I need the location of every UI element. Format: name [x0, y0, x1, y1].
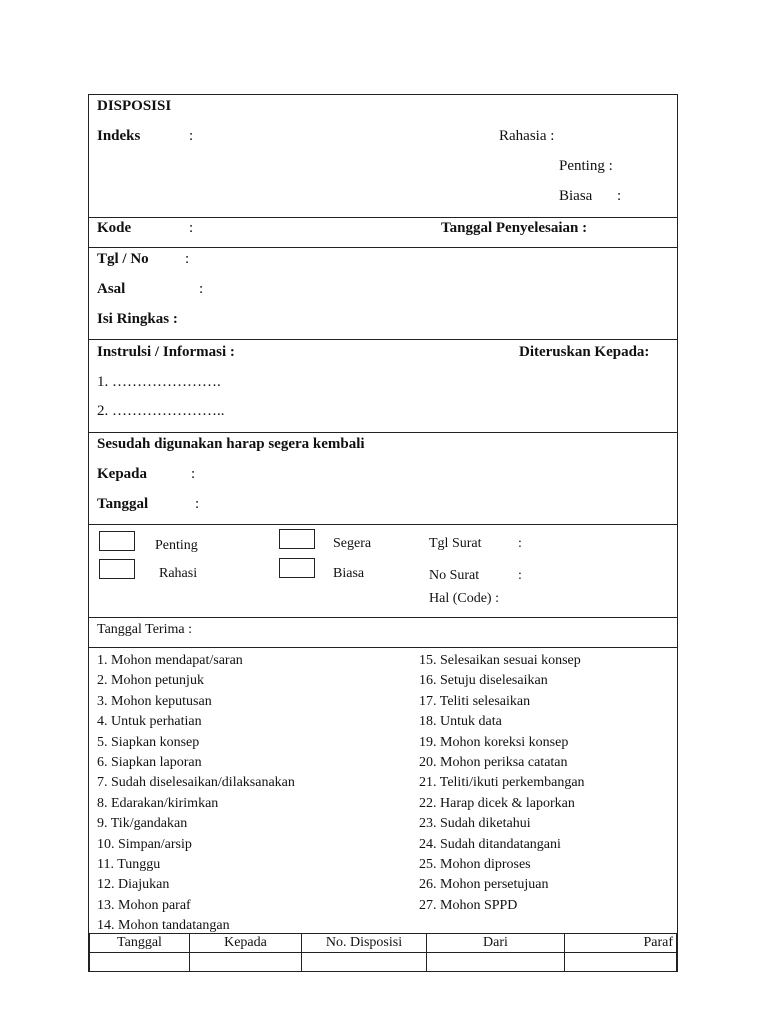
instruction-item: 3. Mohon keputusan — [97, 693, 212, 709]
instruction-item: 11. Tunggu — [97, 856, 161, 872]
no-surat-colon: : — [518, 568, 522, 583]
isi-ringkas-label: Isi Ringkas : — [97, 311, 178, 327]
disposition-form — [88, 94, 678, 972]
penting-label: Penting : — [559, 158, 613, 174]
kepada-label: Kepada — [97, 466, 148, 482]
divider — [89, 647, 677, 648]
instruction-item: 13. Mohon paraf — [97, 897, 191, 913]
form-title: DISPOSISI — [97, 98, 172, 114]
divider — [89, 617, 677, 618]
instruction-list-left — [97, 651, 295, 936]
table-cell[interactable] — [565, 953, 677, 972]
rahasia-label: Rahasia : — [499, 128, 555, 144]
biasa-option-label: Biasa — [333, 566, 365, 581]
penting-option-label: Penting — [155, 538, 198, 553]
segera-checkbox[interactable] — [279, 529, 315, 549]
table-cell[interactable] — [90, 953, 190, 972]
no-surat-label: No Surat — [429, 568, 480, 583]
table-cell[interactable] — [190, 953, 302, 972]
table-header-cell: No. Disposisi — [302, 934, 427, 953]
instruction-list-right — [419, 651, 585, 916]
instruction-item: 2. Mohon petunjuk — [97, 673, 204, 689]
instruction-item: 20. Mohon periksa catatan — [419, 754, 568, 770]
kode-colon: : — [189, 220, 194, 236]
table-row — [90, 953, 677, 972]
tanggal-penyelesaian-label: Tanggal Penyelesaian : — [441, 220, 588, 236]
divider — [89, 217, 677, 218]
instruction-item: 12. Diajukan — [97, 877, 170, 893]
instruction-item: 19. Mohon koreksi konsep — [419, 734, 569, 750]
instruksi-line-1: 1. …………………. — [97, 374, 221, 390]
biasa-checkbox[interactable] — [279, 558, 315, 578]
kepada-colon: : — [191, 466, 196, 482]
instruction-item: 8. Edarakan/kirimkan — [97, 795, 219, 811]
divider — [89, 524, 677, 525]
divider — [89, 339, 677, 340]
table-header-cell: Dari — [427, 934, 565, 953]
indeks-colon: : — [189, 128, 194, 144]
instruction-item: 9. Tik/gandakan — [97, 816, 188, 832]
instruction-item: 6. Siapkan laporan — [97, 754, 202, 770]
rahasi-checkbox[interactable] — [99, 559, 135, 579]
divider — [89, 432, 677, 433]
table-cell[interactable] — [302, 953, 427, 972]
table-header-cell: Tanggal — [90, 934, 190, 953]
tgl-surat-label: Tgl Surat — [429, 536, 482, 551]
instruction-item: 27. Mohon SPPD — [419, 897, 518, 913]
instruction-item: 4. Untuk perhatian — [97, 714, 202, 730]
hal-code-label: Hal (Code) : — [429, 591, 499, 606]
instruction-item: 25. Mohon diproses — [419, 856, 531, 872]
penting-checkbox[interactable] — [99, 531, 135, 551]
table-cell[interactable] — [427, 953, 565, 972]
diteruskan-kepada-label: Diteruskan Kepada: — [519, 344, 650, 360]
instruction-item: 22. Harap dicek & laporkan — [419, 795, 575, 811]
asal-colon: : — [199, 281, 204, 297]
instruction-item: 7. Sudah diselesaikan/dilaksanakan — [97, 775, 295, 791]
instruction-item: 16. Setuju diselesaikan — [419, 673, 548, 689]
instruction-item: 24. Sudah ditandatangani — [419, 836, 561, 852]
instruksi-line-2: 2. ………………….. — [97, 403, 225, 419]
tgl-no-label: Tgl / No — [97, 251, 149, 267]
instruction-item: 17. Teliti selesaikan — [419, 693, 531, 709]
table-header-row — [90, 934, 677, 953]
divider — [89, 247, 677, 248]
disposition-table — [89, 933, 677, 972]
tgl-no-colon: : — [185, 251, 190, 267]
instruction-item: 15. Selesaikan sesuai konsep — [419, 653, 581, 668]
instruction-item: 23. Sudah diketahui — [419, 816, 531, 832]
rahasi-option-label: Rahasi — [159, 566, 198, 581]
biasa-label: Biasa — [559, 188, 593, 204]
instruction-item: 18. Untuk data — [419, 714, 502, 730]
instruction-item: 21. Teliti/ikuti perkembangan — [419, 775, 585, 791]
instruksi-label: Instrulsi / Informasi : — [97, 344, 235, 360]
biasa-colon: : — [617, 188, 622, 204]
asal-label: Asal — [97, 281, 126, 297]
instruction-item: 5. Siapkan konsep — [97, 734, 200, 750]
kode-label: Kode — [97, 220, 132, 236]
instruction-item: 14. Mohon tandatangan — [97, 918, 230, 934]
segera-option-label: Segera — [333, 536, 372, 551]
table-header-cell: Kepada — [190, 934, 302, 953]
instruction-item: 26. Mohon persetujuan — [419, 877, 549, 893]
kembali-heading: Sesudah digunakan harap segera kembali — [97, 436, 365, 452]
tanggal-label: Tanggal — [97, 496, 149, 512]
instruction-item: 1. Mohon mendapat/saran — [97, 653, 243, 668]
tanggal-colon: : — [195, 496, 200, 512]
table-header-cell: Paraf — [565, 934, 677, 953]
instruction-item: 10. Simpan/arsip — [97, 836, 192, 852]
indeks-label: Indeks — [97, 128, 141, 144]
tgl-surat-colon: : — [518, 536, 522, 551]
tanggal-terima-label: Tanggal Terima : — [97, 622, 192, 637]
